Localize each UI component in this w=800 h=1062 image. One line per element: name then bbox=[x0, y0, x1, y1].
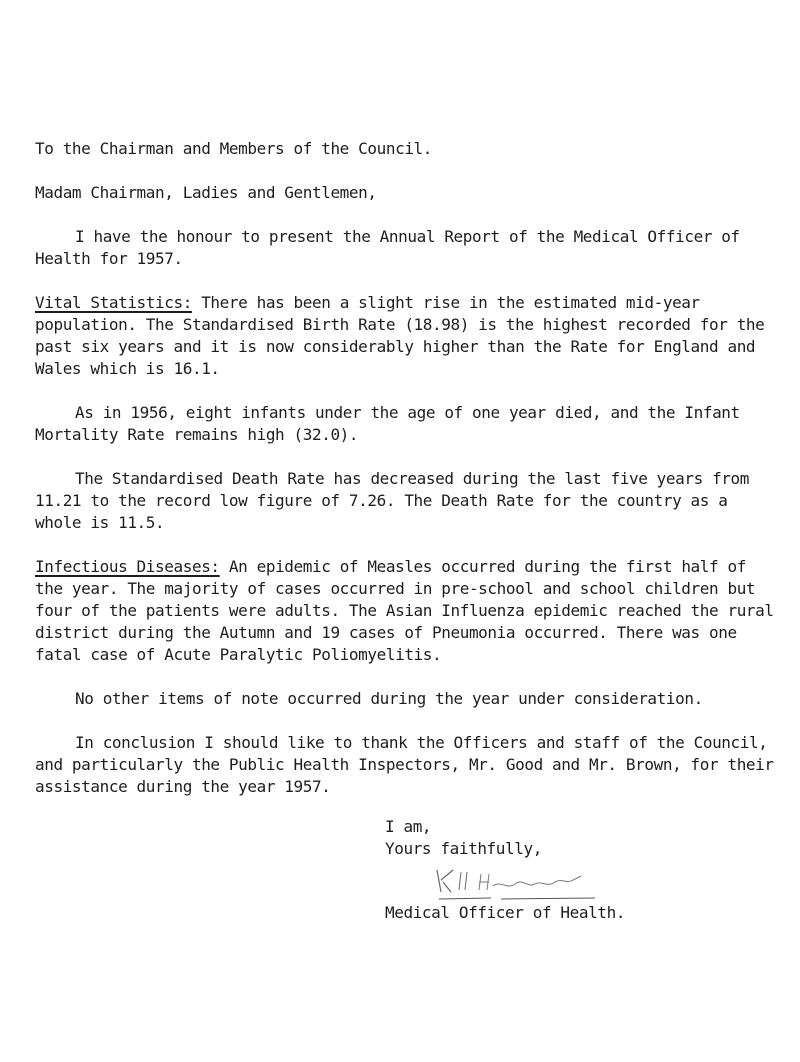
conclusion-paragraph: In conclusion I should like to thank the Officers and staff of the Council, and particularly the Public Health Inspectors, Mr. Good and Mr. Brown, for their assistance during the year 1957. bbox=[35, 733, 774, 796]
addressee: To the Chairman and Members of the Council. bbox=[35, 139, 433, 158]
infectious-diseases-heading: Infectious Diseases: bbox=[35, 557, 220, 576]
death-rate-paragraph: The Standardised Death Rate has decreased during the last five years from 11.21 to the record low figure of 7.26. The Death Rate for the country as a whole is 11.5. bbox=[35, 469, 749, 532]
closing-block bbox=[385, 816, 775, 924]
other-items-paragraph: No other items of note occurred during the year under consideration. bbox=[75, 689, 703, 708]
signature bbox=[385, 860, 775, 902]
closing-line-1: I am, bbox=[385, 817, 432, 836]
intro-paragraph: I have the honour to present the Annual Report of the Medical Officer of Health for 1957. bbox=[35, 227, 740, 268]
closing-line-2: Yours faithfully, bbox=[385, 839, 542, 858]
vital-statistics-paragraph bbox=[35, 292, 775, 380]
infant-mortality-paragraph: As in 1956, eight infants under the age of one year died, and the Infant Mortality Rate remains high (32.0). bbox=[35, 403, 740, 444]
signoff: Medical Officer of Health. bbox=[385, 903, 626, 922]
vital-statistics-text: There has been a slight rise in the estimated mid-year population. The Standardised Birth Rate (18.98) is the highest recorded for the past six years and it is now considerably higher than the Rate for England and Wales which is 16.1. bbox=[35, 293, 765, 378]
greeting: Madam Chairman, Ladies and Gentlemen, bbox=[35, 183, 377, 202]
infectious-diseases-text: An epidemic of Measles occurred during the first half of the year. The majority of cases occurred in pre-school and school children but four of the patients were adults. The Asian Influenza epidemic reached the rural district during the Autumn and 19 cases of Pneumonia occurred. There was one fatal case of Acute Paralytic Poliomyelitis. bbox=[35, 557, 774, 664]
letter-body bbox=[35, 138, 775, 924]
vital-statistics-heading: Vital Statistics: bbox=[35, 293, 192, 312]
infectious-diseases-paragraph bbox=[35, 556, 775, 666]
